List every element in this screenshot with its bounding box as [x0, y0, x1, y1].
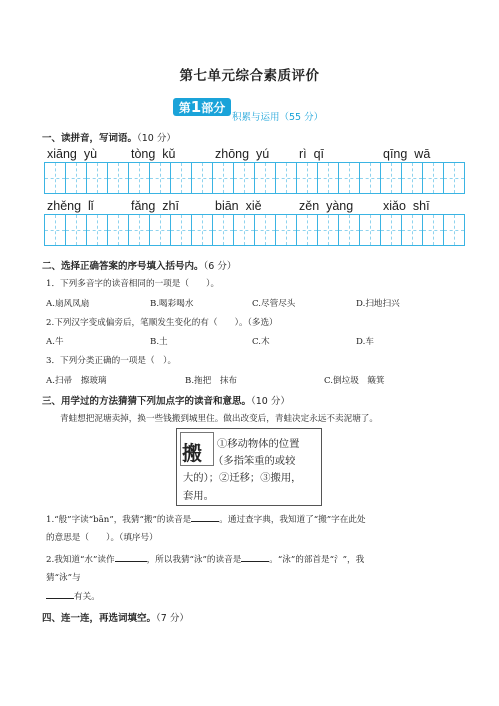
writing-cell[interactable]	[213, 163, 233, 193]
section-1-heading: 一、读拼音，写词语。（10 分）	[42, 133, 176, 144]
option-a[interactable]: A.扇风凤扇	[46, 299, 90, 309]
writing-cell[interactable]	[86, 215, 107, 245]
writing-cell[interactable]	[443, 215, 464, 245]
pinyin-syllable: xiǎo	[383, 199, 406, 213]
dictionary-character: 搬	[182, 441, 202, 465]
writing-cell[interactable]	[254, 163, 275, 193]
part-badge: 第1部分	[173, 98, 231, 116]
answer-blank[interactable]	[46, 598, 74, 599]
writing-cell[interactable]	[401, 215, 422, 245]
pinyin-syllable: zěn	[299, 199, 320, 213]
writing-cell[interactable]	[422, 163, 443, 193]
writing-grid[interactable]	[380, 162, 465, 194]
pinyin-label	[299, 147, 324, 161]
writing-cell[interactable]	[149, 215, 170, 245]
writing-grid[interactable]	[44, 214, 129, 246]
question-2-1: 1．下列多音字的读音相同的一项是（ ）。	[46, 279, 220, 289]
section-2-heading: 二、选择正确答案的序号填入括号内。（6 分）	[42, 261, 237, 272]
writing-cell[interactable]	[129, 215, 149, 245]
pinyin-label	[131, 199, 179, 213]
option-b[interactable]: B.土	[150, 337, 168, 347]
option-a[interactable]: A.扫帚 擦玻璃	[46, 376, 107, 386]
writing-cell[interactable]	[170, 163, 191, 193]
pinyin-syllable: zhōng	[215, 147, 250, 161]
writing-cell[interactable]	[443, 163, 464, 193]
answer-blank[interactable]	[115, 561, 147, 562]
pinyin-label	[383, 147, 430, 161]
writing-cell[interactable]	[359, 163, 380, 193]
pinyin-syllable: shī	[412, 199, 430, 213]
writing-cell[interactable]	[86, 163, 107, 193]
option-b[interactable]: B.拖把 抹布	[185, 376, 238, 386]
pinyin-syllable: yù	[83, 147, 98, 161]
writing-cell[interactable]	[170, 215, 191, 245]
option-b[interactable]: B.喝彩喝水	[150, 299, 194, 309]
pinyin-label	[215, 147, 269, 161]
writing-grid[interactable]	[296, 214, 381, 246]
option-d[interactable]: D.扫地扫兴	[356, 299, 400, 309]
pinyin-syllable: tòng	[131, 147, 156, 161]
part-subtitle: 积累与运用（55 分）	[232, 112, 324, 123]
page-title: 第七单元综合素质评价	[179, 68, 320, 84]
writing-grid[interactable]	[212, 162, 297, 194]
pinyin-label	[47, 147, 97, 161]
writing-cell[interactable]	[317, 163, 338, 193]
writing-cell[interactable]	[317, 215, 338, 245]
pinyin-label	[215, 199, 262, 213]
pinyin-label	[299, 199, 353, 213]
question-2-2: 2.下列汉字变成偏旁后，笔顺发生变化的有（ ）。（多选）	[46, 318, 278, 328]
writing-cell[interactable]	[381, 215, 401, 245]
reading-passage: 青蛙想把泥塘卖掉，换一些钱搬到城里住。做出改变后，青蛙决定永远不卖泥塘了。	[60, 414, 378, 424]
writing-cell[interactable]	[45, 163, 65, 193]
definition-line: 套用。	[183, 490, 214, 502]
writing-cell[interactable]	[359, 215, 380, 245]
section-4-heading: 四、连一连，再选词填空。（7 分）	[42, 613, 189, 624]
option-d[interactable]: D.车	[356, 337, 374, 347]
question-3-1-cont: 的意思是（ ）。（填序号）	[46, 533, 158, 543]
definition-line: ①移动物体的位置	[217, 438, 300, 450]
option-c[interactable]: C.倒垃圾 簸箕	[324, 376, 385, 386]
pinyin-syllable: qīng	[383, 147, 408, 161]
definition-line: （多指笨重的或较	[213, 455, 296, 467]
writing-grid[interactable]	[44, 162, 129, 194]
question-3-1: 1.“般”字读“bān”，我猜“搬”的读音是 。通过查字典，我知道了“搬”字在此处	[46, 515, 366, 525]
writing-grid[interactable]	[128, 162, 213, 194]
question-3-2-cont: 猜“泳”与	[46, 573, 81, 583]
writing-cell[interactable]	[129, 163, 149, 193]
writing-grid[interactable]	[212, 214, 297, 246]
writing-cell[interactable]	[45, 215, 65, 245]
writing-grid[interactable]	[296, 162, 381, 194]
dictionary-entry-box	[176, 428, 322, 506]
writing-cell[interactable]	[233, 215, 254, 245]
pinyin-label	[131, 147, 176, 161]
writing-cell[interactable]	[65, 163, 86, 193]
writing-cell[interactable]	[107, 163, 128, 193]
writing-grid[interactable]	[380, 214, 465, 246]
pinyin-syllable: rì	[299, 147, 307, 161]
pinyin-syllable: wā	[414, 147, 431, 161]
writing-cell[interactable]	[297, 163, 317, 193]
writing-grid[interactable]	[128, 214, 213, 246]
pinyin-label	[47, 199, 94, 213]
option-c[interactable]: C.尽管尽头	[252, 299, 296, 309]
writing-cell[interactable]	[107, 215, 128, 245]
pinyin-syllable: lǐ	[88, 199, 94, 213]
question-3-2-end: 有关。	[46, 590, 100, 602]
pinyin-label	[383, 199, 430, 213]
writing-cell[interactable]	[422, 215, 443, 245]
writing-cell[interactable]	[338, 215, 359, 245]
writing-cell[interactable]	[381, 163, 401, 193]
writing-cell[interactable]	[191, 215, 212, 245]
option-a[interactable]: A.牛	[46, 337, 64, 347]
writing-cell[interactable]	[233, 163, 254, 193]
pinyin-syllable: zhī	[162, 199, 179, 213]
pinyin-syllable: biān	[215, 199, 239, 213]
pinyin-syllable: xiě	[245, 199, 262, 213]
writing-cell[interactable]	[275, 163, 296, 193]
question-2-3: 3．下列分类正确的一项是（ ）。	[46, 356, 177, 366]
writing-cell[interactable]	[297, 215, 317, 245]
definition-line: 大的）；②迁移；③搬用，	[183, 472, 302, 484]
pinyin-syllable: yú	[256, 147, 270, 161]
writing-cell[interactable]	[254, 215, 275, 245]
answer-blank[interactable]	[191, 521, 219, 522]
pinyin-syllable: fǎng	[131, 199, 156, 213]
writing-cell[interactable]	[401, 163, 422, 193]
writing-cell[interactable]	[149, 163, 170, 193]
writing-cell[interactable]	[275, 215, 296, 245]
question-3-2: 2.我知道“水”读作 ，所以我猜“泳”的读音是 。“泳”的部首是“氵”，我	[46, 555, 365, 565]
writing-cell[interactable]	[191, 163, 212, 193]
writing-cell[interactable]	[213, 215, 233, 245]
pinyin-syllable: kǔ	[162, 147, 176, 161]
writing-cell[interactable]	[338, 163, 359, 193]
answer-blank[interactable]	[241, 561, 269, 562]
pinyin-syllable: zhěng	[47, 199, 82, 213]
option-c[interactable]: C.木	[252, 337, 270, 347]
pinyin-syllable: xiāng	[47, 147, 77, 161]
section-3-heading: 三、用学过的方法猜猜下列加点字的读音和意思。（10 分）	[42, 396, 290, 407]
writing-cell[interactable]	[65, 215, 86, 245]
pinyin-syllable: qī	[313, 147, 325, 161]
pinyin-syllable: yàng	[326, 199, 354, 213]
